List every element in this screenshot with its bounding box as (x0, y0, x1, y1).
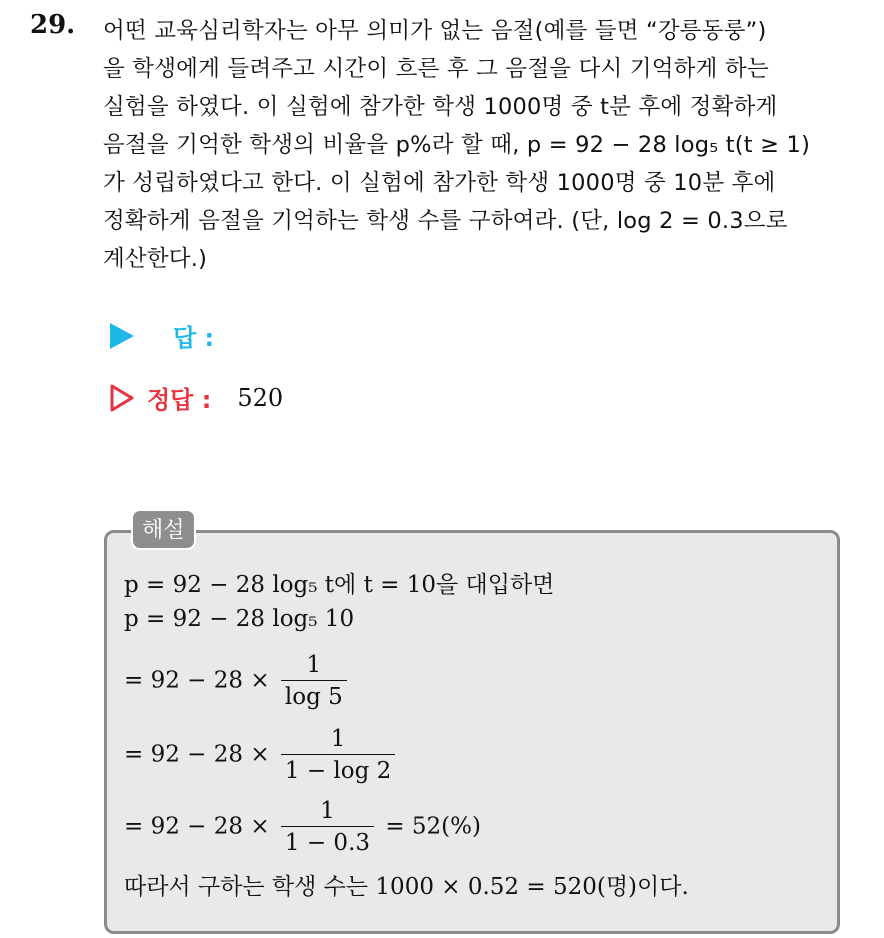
question-line: 계산한다.) (103, 246, 208, 272)
solution-expr: = 92 − 28 × (124, 741, 270, 768)
question-line: 정확하게 음절을 기억하는 학생 수를 구하여라. (단, log 2 = 0.3으로 (103, 208, 788, 234)
fraction-numerator: 1 (306, 652, 322, 678)
solution-expr: = 92 − 28 × (124, 813, 270, 840)
correct-answer-row (110, 380, 283, 415)
question-line: 실험을 하였다. 이 실험에 참가한 학생 1000명 중 t분 후에 정확하게 (103, 94, 778, 120)
fraction-denominator: 1 − 0.3 (281, 826, 374, 859)
question-line: 을 학생에게 들려주고 시간이 흐른 후 그 음절을 다시 기억하게 하는 (103, 56, 769, 82)
outline-triangle-icon (110, 384, 134, 412)
solution-line (124, 724, 399, 787)
fraction (281, 796, 374, 859)
fraction-numerator: 1 (320, 798, 335, 824)
answer-label: 답 : (173, 324, 215, 352)
fraction (281, 724, 395, 787)
solution-line: p = 92 − 28 log₅ 10 (124, 606, 355, 632)
question-line: 가 성립하였다고 한다. 이 실험에 참가한 학생 1000명 중 10분 후에 (103, 170, 776, 196)
play-triangle-icon (110, 323, 134, 349)
correct-answer-value: 520 (237, 383, 284, 412)
fraction-numerator: 1 (330, 726, 346, 752)
fraction-denominator: log 5 (281, 680, 347, 713)
question-line: 어떤 교육심리학자는 아무 의미가 없는 음절(예를 들면 “강릉동룽”) (103, 18, 767, 44)
question-text (103, 12, 863, 278)
solution-result: = 52(%) (385, 813, 481, 840)
question-number: 29. (30, 10, 76, 40)
solution-line (124, 650, 351, 713)
correct-answer-label: 정답 : (147, 386, 212, 414)
fraction (281, 650, 347, 713)
solution-line: p = 92 − 28 log₅ t에 t = 10을 대입하면 (124, 572, 555, 598)
solution-expr: = 92 − 28 × (124, 667, 270, 694)
fraction-denominator: 1 − log 2 (281, 754, 395, 787)
solution-line (124, 796, 481, 859)
question-line: 음절을 기억한 학생의 비율을 p%라 할 때, p = 92 − 28 log₅ t(t ≥ 1) (103, 132, 811, 158)
solution-tag: 해설 (131, 509, 196, 550)
answer-input-row[interactable] (110, 318, 214, 353)
solution-line: 따라서 구하는 학생 수는 1000 × 0.52 = 520(명)이다. (124, 874, 689, 900)
